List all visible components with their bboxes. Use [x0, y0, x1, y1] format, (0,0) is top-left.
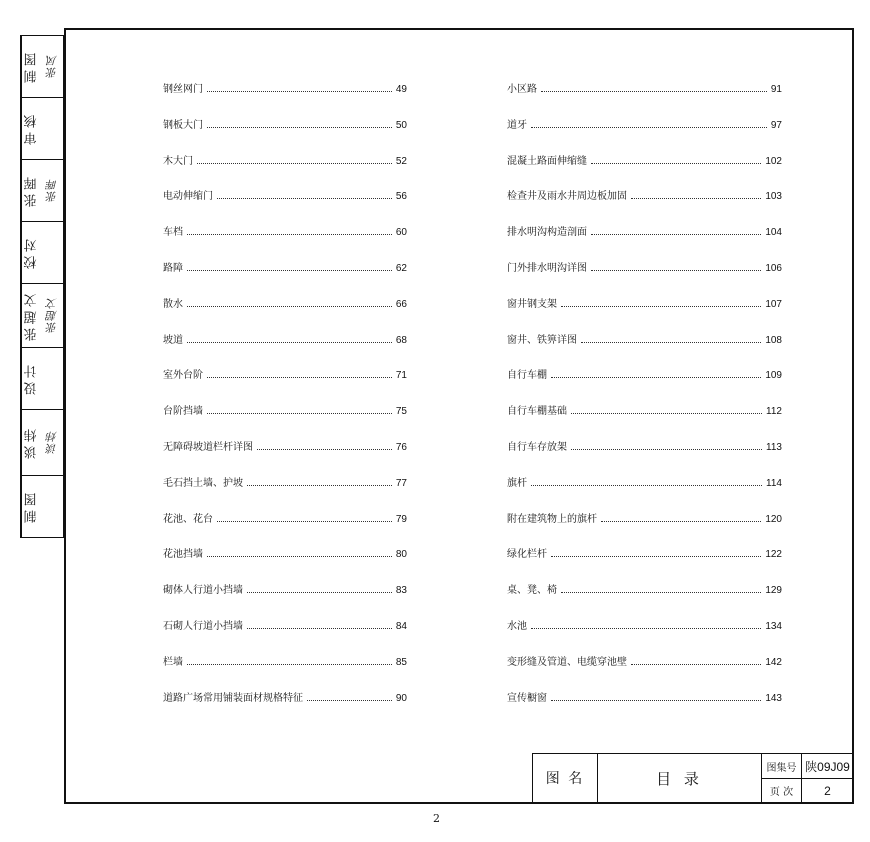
- signature-role: 制图: [21, 476, 42, 537]
- toc-entry-page: 109: [765, 370, 782, 382]
- toc-entry-page: 84: [395, 621, 407, 632]
- toc-entry: [507, 475, 782, 489]
- signature-role: 张晖: [21, 160, 42, 221]
- toc-entry-page: 79: [395, 513, 407, 525]
- title-block-name-label: 图 名: [545, 771, 585, 787]
- toc-entry-page: 80: [395, 549, 407, 561]
- toc-entry: [507, 690, 782, 704]
- toc-entry-title: 花池挡墙: [163, 549, 203, 561]
- toc-entry: [163, 367, 407, 381]
- toc-entry-title: 小区路: [507, 84, 537, 95]
- toc-entry: [507, 117, 782, 131]
- toc-leader-dots: [197, 162, 392, 164]
- toc-entry-title: 绿化栏杆: [507, 549, 547, 561]
- toc-leader-dots: [631, 197, 761, 199]
- toc-entry-title: 坡道: [163, 334, 183, 346]
- toc-entry: [163, 618, 407, 632]
- toc-entry: [163, 475, 407, 489]
- toc-entry: [163, 81, 407, 95]
- toc-entry-page: 76: [395, 442, 407, 453]
- toc-entry-title: 水池: [507, 621, 527, 632]
- toc-leader-dots: [561, 591, 761, 593]
- toc-entry: [507, 367, 782, 381]
- toc-entry-title: 电动伸缩门: [163, 191, 213, 203]
- toc-leader-dots: [207, 90, 392, 92]
- toc-leader-dots: [551, 555, 761, 557]
- toc-leader-dots: [217, 520, 392, 522]
- toc-leader-dots: [591, 233, 761, 235]
- toc-entry: [163, 296, 407, 310]
- toc-entry-title: 附在建筑物上的旗杆: [507, 513, 597, 525]
- toc-entry: [507, 439, 782, 453]
- toc-entry: [163, 690, 407, 704]
- toc-entry: [163, 654, 407, 668]
- signature-strip: [20, 35, 64, 538]
- toc-entry-page: 83: [395, 585, 407, 597]
- toc-entry-title: 旗杆: [507, 477, 527, 489]
- toc-entry-page: 108: [765, 334, 782, 346]
- toc-entry-title: 道牙: [507, 119, 527, 131]
- toc-leader-dots: [601, 520, 761, 522]
- toc-leader-dots: [207, 126, 392, 128]
- toc-entry-page: 56: [395, 191, 407, 203]
- toc-entry-page: 68: [395, 334, 407, 346]
- toc-entry-title: 木大门: [163, 155, 193, 167]
- toc-entry-page: 66: [395, 298, 407, 310]
- signature-role: 校对: [21, 222, 42, 283]
- toc-leader-dots: [531, 126, 767, 128]
- toc-entry: [163, 546, 407, 560]
- toc-entry-page: 129: [765, 585, 782, 597]
- toc-leader-dots: [217, 197, 392, 199]
- title-block-set-label: 图集号: [761, 754, 801, 778]
- toc-entry-page: 107: [765, 298, 782, 310]
- toc-entry: [507, 654, 782, 668]
- toc-leader-dots: [247, 627, 392, 629]
- toc-entry-title: 检查井及雨水井周边板加固: [507, 191, 627, 203]
- signature-cell: [21, 36, 63, 98]
- signature-name: 谈炜: [45, 430, 59, 455]
- signature-name: [42, 98, 63, 159]
- toc-leader-dots: [571, 412, 762, 414]
- toc-entry-title: 车档: [163, 227, 183, 239]
- toc-leader-dots: [187, 341, 392, 343]
- toc-entry-page: 71: [395, 370, 407, 382]
- toc-leader-dots: [591, 162, 761, 164]
- signature-cell: [21, 410, 63, 476]
- signature-role: 张超文: [21, 284, 42, 347]
- toc-entry-page: 113: [766, 442, 782, 453]
- toc-entry: [163, 511, 407, 525]
- toc-entry-page: 112: [766, 406, 782, 418]
- toc-leader-dots: [187, 269, 392, 271]
- toc-entry: [163, 188, 407, 202]
- toc-entry-title: 台阶挡墙: [163, 406, 203, 418]
- toc-entry-page: 90: [395, 692, 407, 704]
- toc-entry: [507, 403, 782, 417]
- toc-leader-dots: [207, 555, 392, 557]
- toc-entry: [163, 260, 407, 274]
- toc-entry-title: 栏墙: [163, 656, 183, 668]
- signature-cell: [21, 476, 63, 537]
- toc-entry-title: 变形缝及管道、电缆穿池壁: [507, 656, 627, 668]
- signature-cell: [21, 348, 63, 410]
- title-block-drawing-name: 目 录: [597, 754, 761, 802]
- toc-leader-dots: [187, 233, 392, 235]
- toc-entry: [507, 188, 782, 202]
- toc-entry-title: 混凝土路面伸缩缝: [507, 155, 587, 167]
- toc-entry: [507, 546, 782, 560]
- toc-entry-title: 毛石挡土墙、护坡: [163, 477, 243, 489]
- signature-name: [42, 222, 63, 283]
- footer-page-number: 2: [433, 812, 440, 825]
- toc-entry-page: 50: [395, 119, 407, 131]
- toc-entry-title: 花池、花台: [163, 513, 213, 525]
- toc-leader-dots: [247, 591, 392, 593]
- toc-leader-dots: [561, 305, 761, 307]
- title-block-set-number: 陕09J09: [801, 754, 853, 778]
- toc-entry: [507, 582, 782, 596]
- signature-role: 制图: [21, 36, 42, 97]
- toc-leader-dots: [551, 699, 761, 701]
- toc-leader-dots: [631, 663, 761, 665]
- toc-entry-page: 52: [395, 155, 407, 167]
- signature-cell: [21, 98, 63, 160]
- toc-entry-title: 宣传橱窗: [507, 692, 547, 704]
- toc-entry-page: 104: [765, 227, 782, 239]
- toc-entry: [163, 582, 407, 596]
- toc-entry: [507, 332, 782, 346]
- signature-name: 张凤: [45, 54, 59, 79]
- toc-leader-dots: [207, 412, 392, 414]
- toc-entry: [507, 511, 782, 525]
- toc-entry: [507, 153, 782, 167]
- toc-leader-dots: [531, 484, 762, 486]
- toc-entry-title: 桌、凳、椅: [507, 585, 557, 597]
- toc-entry-page: 85: [395, 656, 407, 668]
- toc-leader-dots: [187, 663, 392, 665]
- toc-entry-page: 134: [765, 621, 782, 632]
- signature-name: 张超文: [45, 297, 59, 334]
- toc-entry-title: 窗井钢支架: [507, 298, 557, 310]
- toc-entry-title: 砌体人行道小挡墙: [163, 585, 243, 597]
- toc-entry-page: 106: [765, 263, 782, 274]
- toc-entry: [163, 153, 407, 167]
- signature-name: 张晖: [45, 178, 59, 203]
- toc-entry: [507, 224, 782, 238]
- toc-entry-title: 道路广场常用铺装面材规格特征: [163, 692, 303, 704]
- signature-cell: [21, 284, 63, 348]
- toc-entry-title: 自行车存放架: [507, 442, 567, 453]
- toc-entry-page: 114: [766, 477, 782, 489]
- toc-entry: [507, 296, 782, 310]
- signature-name: [42, 476, 63, 537]
- toc-entry-page: 49: [395, 84, 407, 95]
- toc-entry-title: 自行车棚基础: [507, 406, 567, 418]
- toc-entry-page: 75: [395, 406, 407, 418]
- toc-leader-dots: [571, 448, 762, 450]
- toc-leader-dots: [541, 90, 767, 92]
- toc-entry: [163, 403, 407, 417]
- toc-leader-dots: [591, 269, 761, 271]
- toc-entry-title: 石砌人行道小挡墙: [163, 621, 243, 632]
- toc-entry-title: 无障碍坡道栏杆详图: [163, 442, 253, 453]
- toc-entry-page: 120: [765, 513, 782, 525]
- toc-leader-dots: [257, 448, 392, 450]
- toc-leader-dots: [247, 484, 392, 486]
- signature-role: 谈炜: [21, 410, 42, 475]
- toc-leader-dots: [531, 627, 761, 629]
- toc-entry-title: 室外台阶: [163, 370, 203, 382]
- signature-cell: [21, 222, 63, 284]
- signature-cell: [21, 160, 63, 222]
- toc-entry-page: 102: [765, 155, 782, 167]
- toc-entry-page: 91: [770, 84, 782, 95]
- toc-entry-page: 103: [765, 191, 782, 203]
- signature-name: [42, 348, 63, 409]
- toc-entry-page: 143: [765, 692, 782, 704]
- title-block: [532, 753, 852, 802]
- signature-role: 审核: [21, 98, 42, 159]
- toc-entry-title: 窗井、铁箅详图: [507, 334, 577, 346]
- toc-leader-dots: [551, 376, 761, 378]
- toc-leader-dots: [307, 699, 392, 701]
- toc-entry-page: 60: [395, 227, 407, 239]
- toc-entry-page: 97: [770, 119, 782, 131]
- toc-leader-dots: [187, 305, 392, 307]
- toc-entry-page: 62: [395, 263, 407, 274]
- toc-entry-title: 散水: [163, 298, 183, 310]
- toc-entry-page: 77: [395, 477, 407, 489]
- toc-entry: [163, 224, 407, 238]
- title-block-page-number: 2: [801, 778, 853, 802]
- toc-entry-page: 122: [765, 549, 782, 561]
- toc-leader-dots: [207, 376, 392, 378]
- signature-role: 设计: [21, 348, 42, 409]
- toc-entry-page: 142: [765, 656, 782, 668]
- toc-entry: [507, 260, 782, 274]
- toc-entry-title: 自行车棚: [507, 370, 547, 382]
- toc-entry: [507, 618, 782, 632]
- toc-entry-title: 门外排水明沟详图: [507, 263, 587, 274]
- toc-entry-title: 排水明沟构造剖面: [507, 227, 587, 239]
- toc-leader-dots: [581, 341, 761, 343]
- toc-entry: [163, 117, 407, 131]
- toc-entry-title: 路障: [163, 263, 183, 274]
- toc-entry: [163, 439, 407, 453]
- title-block-page-label: 页 次: [761, 778, 801, 802]
- toc-entry: [163, 332, 407, 346]
- toc-entry-title: 钢板大门: [163, 119, 203, 131]
- toc-entry: [507, 81, 782, 95]
- toc-entry-title: 钢丝网门: [163, 84, 203, 95]
